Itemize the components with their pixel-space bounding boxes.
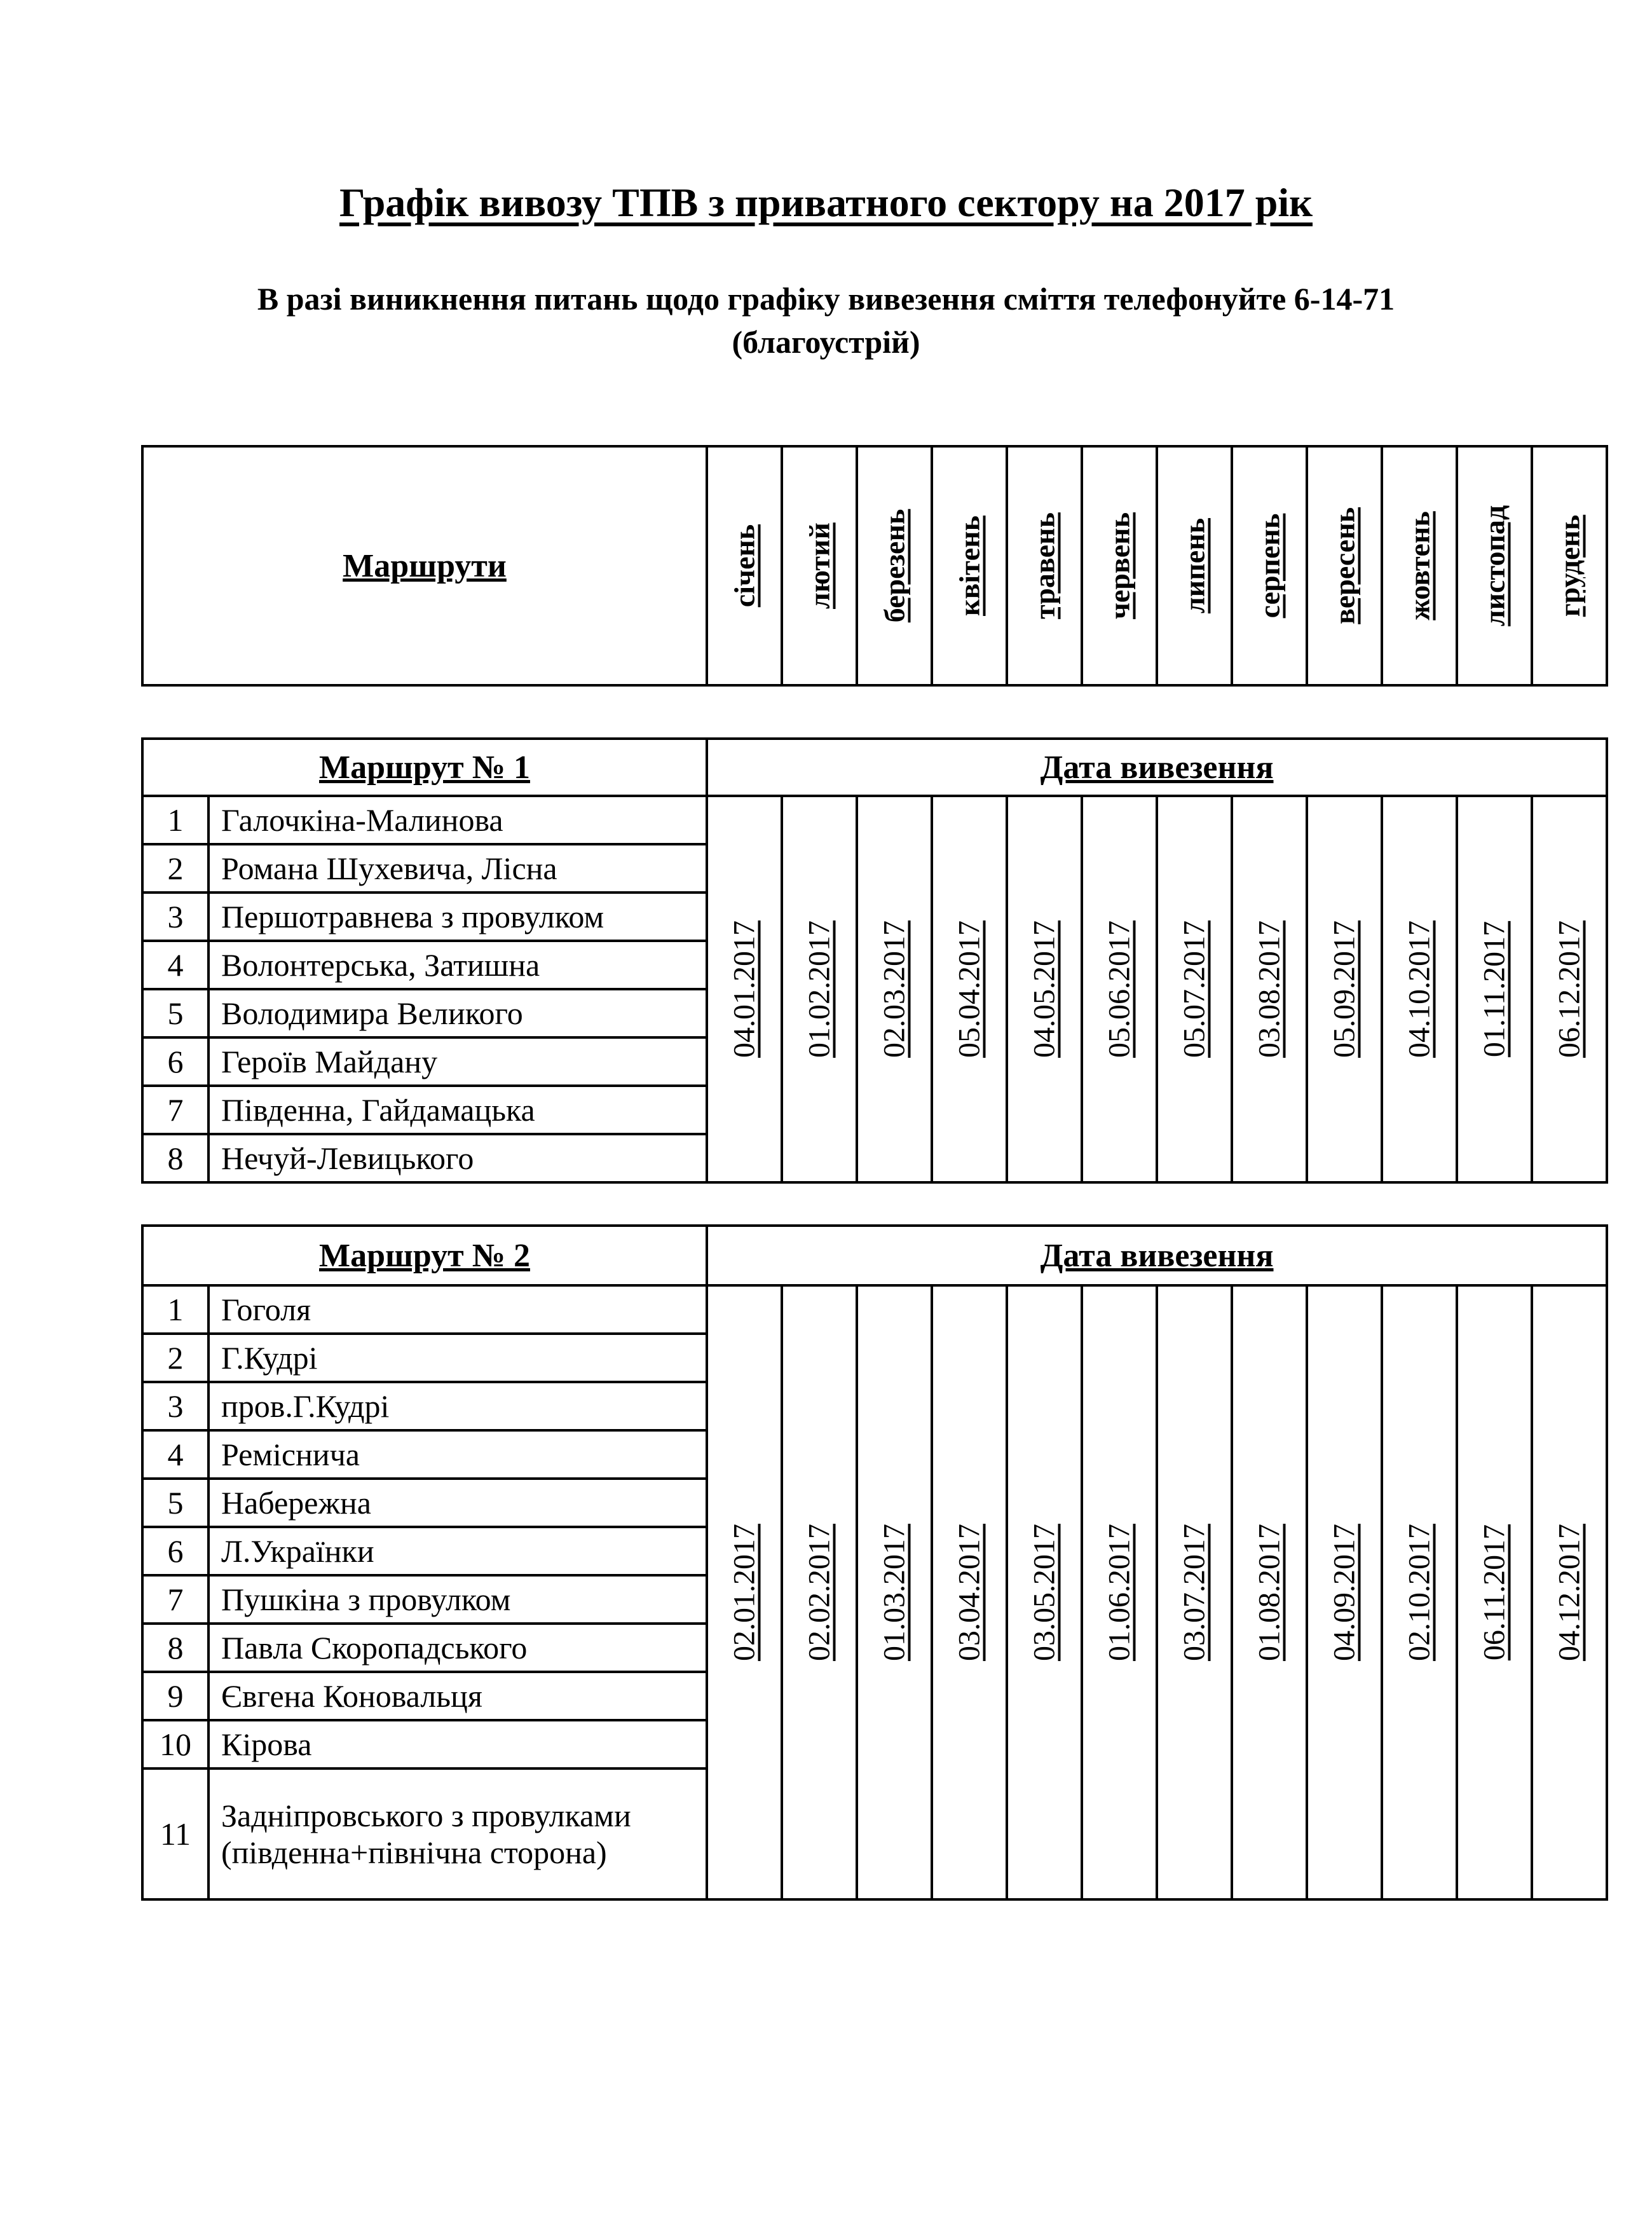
street-name: Галочкіна-Малинова: [208, 796, 707, 844]
street-name: пров.Г.Кудрі: [208, 1382, 707, 1430]
street-name: Романа Шухевича, Лісна: [208, 844, 707, 893]
street-name: Гоголя: [208, 1285, 707, 1334]
month-label: липень: [1178, 517, 1211, 614]
street-name: Кірова: [208, 1720, 707, 1768]
street-number: 6: [142, 1527, 208, 1575]
date-cell: [1232, 796, 1307, 1182]
month-label: грудень: [1553, 514, 1586, 617]
month-cell: [1457, 446, 1532, 685]
date-cell: [1157, 796, 1232, 1182]
date-cell: [1457, 796, 1532, 1182]
date-cell: [782, 1285, 857, 1899]
month-label: вересень: [1328, 507, 1361, 625]
date-cell: [707, 796, 782, 1182]
street-number: 3: [142, 893, 208, 941]
pickup-date: 02.01.2017: [727, 1524, 761, 1661]
pickup-date: 04.09.2017: [1327, 1524, 1362, 1661]
subtitle-line-2: (благоустрій): [732, 324, 920, 360]
month-cell: [782, 446, 857, 685]
pickup-date: 04.05.2017: [1027, 920, 1062, 1058]
date-cell: [1532, 796, 1607, 1182]
routes-header: Маршрути: [142, 446, 707, 685]
street-number: 5: [142, 989, 208, 1037]
month-cell: [1232, 446, 1307, 685]
date-cell: [1532, 1285, 1607, 1899]
month-label: квітень: [953, 516, 986, 616]
route-2-table: [141, 1224, 1608, 1901]
street-number: 4: [142, 941, 208, 989]
pickup-date: 01.08.2017: [1252, 1524, 1287, 1661]
document-title: Графік вивозу ТПВ з приватного сектору на 2017 рік: [339, 180, 1313, 225]
date-cell: [1082, 796, 1157, 1182]
month-cell: [1007, 446, 1082, 685]
street-number: 6: [142, 1037, 208, 1086]
route-2-date-header: Дата вивезення: [707, 1226, 1607, 1285]
month-label: травень: [1028, 512, 1061, 619]
date-cell: [932, 1285, 1007, 1899]
street-number: 5: [142, 1479, 208, 1527]
month-cell: [1082, 446, 1157, 685]
pickup-date: 04.12.2017: [1552, 1524, 1587, 1661]
pickup-date: 05.09.2017: [1327, 920, 1362, 1058]
month-label: листопад: [1478, 505, 1511, 627]
route-2-title: Маршрут № 2: [142, 1226, 707, 1285]
pickup-date: 02.02.2017: [802, 1524, 836, 1661]
street-name: Пушкіна з провулком: [208, 1575, 707, 1624]
date-cell: [1007, 796, 1082, 1182]
street-name: Набережна: [208, 1479, 707, 1527]
month-label: лютий: [803, 523, 836, 609]
month-label: січень: [728, 524, 761, 608]
street-number: 1: [142, 1285, 208, 1334]
month-label: серпень: [1253, 513, 1286, 619]
street-number: 3: [142, 1382, 208, 1430]
street-number: 7: [142, 1086, 208, 1134]
street-number: 8: [142, 1624, 208, 1672]
date-cell: [932, 796, 1007, 1182]
street-name: Реміснича: [208, 1430, 707, 1479]
street-name: Південна, Гайдамацька: [208, 1086, 707, 1134]
pickup-date: 03.05.2017: [1027, 1524, 1062, 1661]
date-cell: [1457, 1285, 1532, 1899]
street-name: Павла Скоропадського: [208, 1624, 707, 1672]
pickup-date: 05.04.2017: [952, 920, 986, 1058]
month-cell: [707, 446, 782, 685]
pickup-date: 05.06.2017: [1102, 920, 1137, 1058]
street-name: Володимира Великого: [208, 989, 707, 1037]
pickup-date: 03.08.2017: [1252, 920, 1287, 1058]
street-name: Л.Українки: [208, 1527, 707, 1575]
month-cell: [857, 446, 932, 685]
street-name: Волонтерська, Затишна: [208, 941, 707, 989]
pickup-date: 01.06.2017: [1102, 1524, 1137, 1661]
street-number: 2: [142, 844, 208, 893]
street-name: Задніпровського з провулками (південна+північна сторона): [208, 1768, 707, 1899]
months-header-table: [141, 445, 1608, 687]
month-cell: [1157, 446, 1232, 685]
month-label: жовтень: [1403, 511, 1436, 620]
month-cell: [1382, 446, 1457, 685]
street-number: 11: [142, 1768, 208, 1899]
street-name: Г.Кудрі: [208, 1334, 707, 1382]
route-1-table: [141, 737, 1608, 1184]
pickup-date: 04.01.2017: [727, 920, 761, 1058]
month-cell: [932, 446, 1007, 685]
street-number: 7: [142, 1575, 208, 1624]
pickup-date: 03.07.2017: [1177, 1524, 1212, 1661]
date-cell: [1157, 1285, 1232, 1899]
date-cell: [707, 1285, 782, 1899]
pickup-date: 06.12.2017: [1552, 920, 1587, 1058]
street-number: 4: [142, 1430, 208, 1479]
pickup-date: 01.02.2017: [802, 920, 836, 1058]
date-cell: [1382, 796, 1457, 1182]
street-name: Першотравнева з провулком: [208, 893, 707, 941]
street-name: Героїв Майдану: [208, 1037, 707, 1086]
subtitle-line-1: В разі виникнення питань щодо графіку вивезення сміття телефонуйте 6-14-71: [257, 281, 1395, 317]
date-cell: [857, 796, 932, 1182]
date-cell: [1007, 1285, 1082, 1899]
pickup-date: 02.10.2017: [1402, 1524, 1437, 1661]
pickup-date: 06.11.2017: [1477, 1524, 1512, 1661]
street-number: 1: [142, 796, 208, 844]
document-subtitle: [0, 277, 1652, 364]
date-cell: [1382, 1285, 1457, 1899]
month-cell: [1307, 446, 1382, 685]
date-cell: [782, 796, 857, 1182]
street-name: Євгена Коновальця: [208, 1672, 707, 1720]
pickup-date: 05.07.2017: [1177, 920, 1212, 1058]
street-number: 9: [142, 1672, 208, 1720]
date-cell: [857, 1285, 932, 1899]
pickup-date: 04.10.2017: [1402, 920, 1437, 1058]
month-label: березень: [878, 509, 911, 623]
street-number: 10: [142, 1720, 208, 1768]
pickup-date: 01.11.2017: [1477, 920, 1512, 1058]
month-cell: [1532, 446, 1607, 685]
month-label: червень: [1103, 512, 1136, 620]
street-name: Нечуй-Левицького: [208, 1134, 707, 1182]
date-cell: [1307, 796, 1382, 1182]
pickup-date: 01.03.2017: [877, 1524, 911, 1661]
date-cell: [1307, 1285, 1382, 1899]
pickup-date: 03.04.2017: [952, 1524, 986, 1661]
street-number: 8: [142, 1134, 208, 1182]
street-number: 2: [142, 1334, 208, 1382]
route-1-title: Маршрут № 1: [142, 739, 707, 796]
pickup-date: 02.03.2017: [877, 920, 911, 1058]
date-cell: [1082, 1285, 1157, 1899]
route-1-date-header: Дата вивезення: [707, 739, 1607, 796]
date-cell: [1232, 1285, 1307, 1899]
